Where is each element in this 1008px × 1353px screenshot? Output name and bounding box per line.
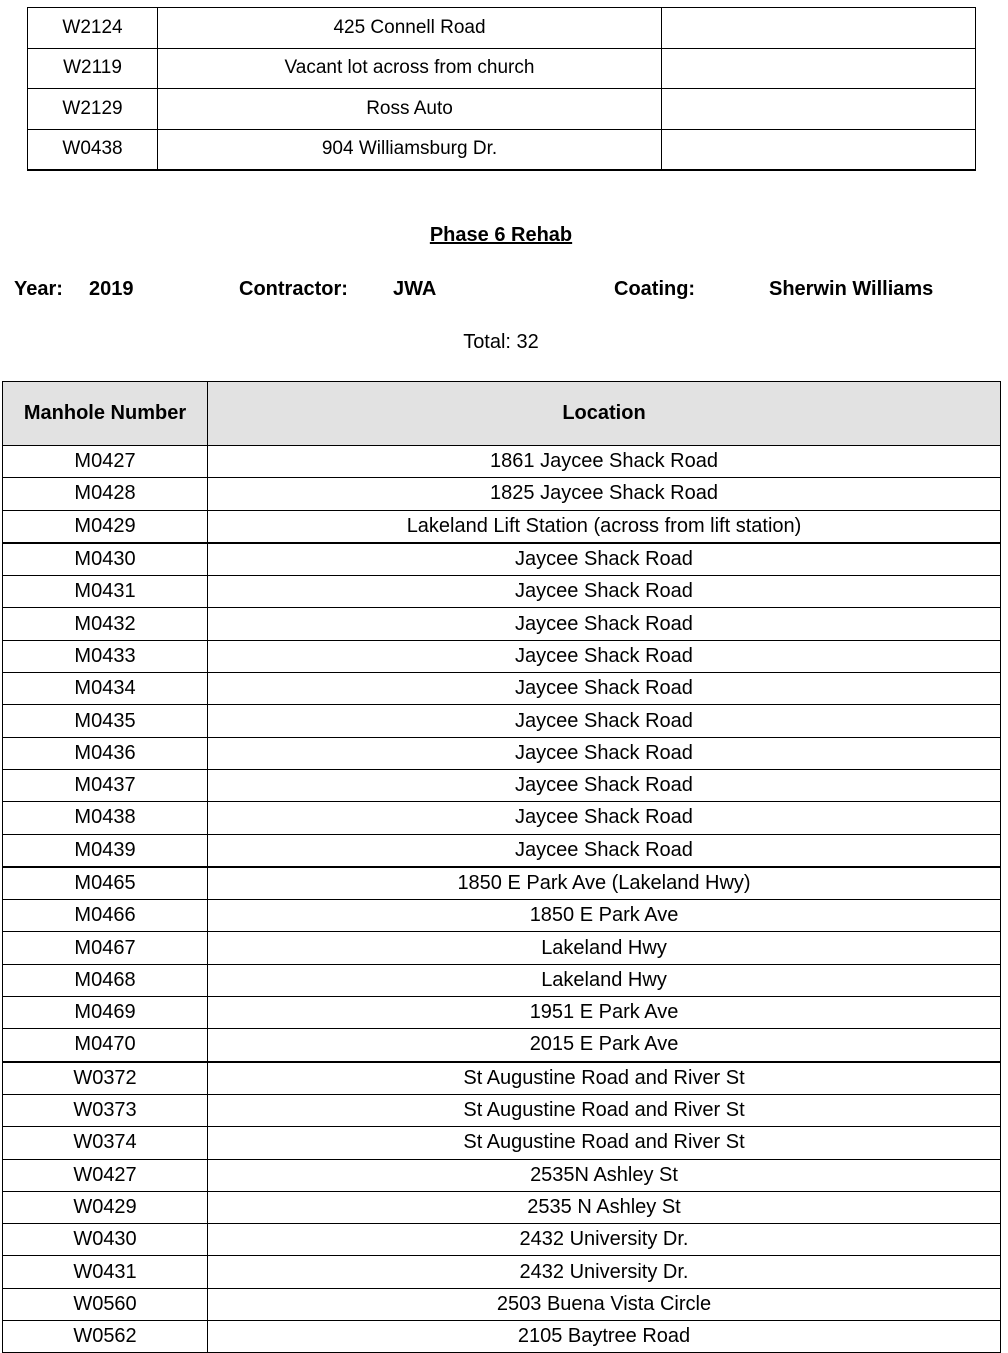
location-cell: 2432 University Dr. <box>208 1256 1001 1288</box>
table-row <box>3 1321 1001 1353</box>
table-row <box>3 673 1001 705</box>
table-row <box>3 867 1001 900</box>
manhole-number-cell: M0467 <box>3 932 208 964</box>
location-cell: Jaycee Shack Road <box>208 673 1001 705</box>
coating-value: Sherwin Williams <box>769 278 934 300</box>
table-row <box>3 543 1001 576</box>
location-cell: 2432 University Dr. <box>208 1224 1001 1256</box>
manhole-number-cell: M0433 <box>3 640 208 672</box>
manhole-number-cell: W2129 <box>28 89 158 130</box>
location-cell: Jaycee Shack Road <box>208 543 1001 576</box>
table-row <box>3 576 1001 608</box>
manhole-number-cell: M0437 <box>3 769 208 801</box>
table-row <box>3 1127 1001 1159</box>
table-row <box>3 1029 1001 1062</box>
total-count: Total: 32 <box>463 331 539 353</box>
phase-title: Phase 6 Rehab <box>429 224 573 246</box>
location-cell: St Augustine Road and River St <box>208 1094 1001 1126</box>
header-manhole-number: Manhole Number <box>3 382 208 446</box>
location-cell: Jaycee Shack Road <box>208 608 1001 640</box>
location-cell: 425 Connell Road <box>158 8 662 49</box>
table-row <box>3 608 1001 640</box>
manhole-number-cell: M0427 <box>3 446 208 478</box>
manhole-table <box>2 381 1001 1353</box>
location-cell: St Augustine Road and River St <box>208 1062 1001 1095</box>
table-row <box>3 1094 1001 1126</box>
manhole-number-cell: M0466 <box>3 900 208 932</box>
table-row <box>3 1256 1001 1288</box>
manhole-number-cell: W0562 <box>3 1321 208 1353</box>
manhole-number-cell: W0374 <box>3 1127 208 1159</box>
table-row <box>3 640 1001 672</box>
table-row <box>3 1062 1001 1095</box>
location-cell: Jaycee Shack Road <box>208 802 1001 834</box>
table-row <box>3 1159 1001 1191</box>
table-row <box>3 1224 1001 1256</box>
location-cell: Ross Auto <box>158 89 662 130</box>
manhole-number-cell: W0438 <box>28 129 158 170</box>
table-row <box>3 997 1001 1029</box>
location-cell: 2105 Baytree Road <box>208 1321 1001 1353</box>
location-cell: Jaycee Shack Road <box>208 640 1001 672</box>
table-row <box>3 900 1001 932</box>
table-row <box>28 129 976 170</box>
manhole-number-cell: W2119 <box>28 48 158 89</box>
year-label: Year: <box>14 278 63 300</box>
empty-cell <box>662 8 976 49</box>
manhole-number-cell: M0438 <box>3 802 208 834</box>
table-row <box>28 8 976 49</box>
table-row <box>3 1288 1001 1320</box>
manhole-number-cell: M0469 <box>3 997 208 1029</box>
manhole-number-cell: W0430 <box>3 1224 208 1256</box>
manhole-number-cell: M0430 <box>3 543 208 576</box>
manhole-number-cell: M0434 <box>3 673 208 705</box>
empty-cell <box>662 48 976 89</box>
location-cell: Vacant lot across from church <box>158 48 662 89</box>
location-cell: Jaycee Shack Road <box>208 737 1001 769</box>
location-cell: 2535 N Ashley St <box>208 1191 1001 1223</box>
coating-label: Coating: <box>614 278 696 300</box>
location-cell: Jaycee Shack Road <box>208 576 1001 608</box>
manhole-number-cell: W0429 <box>3 1191 208 1223</box>
table-row <box>3 769 1001 801</box>
table-row <box>3 478 1001 510</box>
manhole-number-cell: W0431 <box>3 1256 208 1288</box>
table-row <box>3 802 1001 834</box>
manhole-number-cell: W0560 <box>3 1288 208 1320</box>
table-row <box>3 1191 1001 1223</box>
table-row <box>3 446 1001 478</box>
location-cell: Lakeland Hwy <box>208 932 1001 964</box>
location-cell: 1825 Jaycee Shack Road <box>208 478 1001 510</box>
table-row <box>3 737 1001 769</box>
contractor-label: Contractor: <box>239 278 348 300</box>
manhole-number-cell: M0436 <box>3 737 208 769</box>
location-cell: 1850 E Park Ave <box>208 900 1001 932</box>
year-value: 2019 <box>89 278 134 300</box>
manhole-number-cell: M0470 <box>3 1029 208 1062</box>
location-cell: Jaycee Shack Road <box>208 769 1001 801</box>
manhole-number-cell: M0435 <box>3 705 208 737</box>
table-row <box>3 834 1001 867</box>
manhole-number-cell: M0429 <box>3 510 208 543</box>
manhole-number-cell: W2124 <box>28 8 158 49</box>
manhole-number-cell: M0428 <box>3 478 208 510</box>
location-cell: 1951 E Park Ave <box>208 997 1001 1029</box>
previous-phase-table <box>27 7 976 171</box>
location-cell: 904 Williamsburg Dr. <box>158 129 662 170</box>
manhole-number-cell: W0372 <box>3 1062 208 1095</box>
manhole-number-cell: M0431 <box>3 576 208 608</box>
table-row <box>3 510 1001 543</box>
manhole-number-cell: W0427 <box>3 1159 208 1191</box>
location-cell: Jaycee Shack Road <box>208 834 1001 867</box>
header-location: Location <box>208 382 1001 446</box>
table-row <box>3 932 1001 964</box>
manhole-number-cell: M0432 <box>3 608 208 640</box>
table-row <box>3 964 1001 996</box>
contractor-value: JWA <box>393 278 437 300</box>
manhole-number-cell: W0373 <box>3 1094 208 1126</box>
manhole-number-cell: M0465 <box>3 867 208 900</box>
location-cell: Lakeland Hwy <box>208 964 1001 996</box>
table-row <box>28 48 976 89</box>
empty-cell <box>662 129 976 170</box>
table-row <box>28 89 976 130</box>
location-cell: 2015 E Park Ave <box>208 1029 1001 1062</box>
location-cell: 1861 Jaycee Shack Road <box>208 446 1001 478</box>
manhole-number-cell: M0468 <box>3 964 208 996</box>
location-cell: Jaycee Shack Road <box>208 705 1001 737</box>
location-cell: St Augustine Road and River St <box>208 1127 1001 1159</box>
empty-cell <box>662 89 976 130</box>
table-header-row <box>3 382 1001 446</box>
location-cell: 2503 Buena Vista Circle <box>208 1288 1001 1320</box>
manhole-number-cell: M0439 <box>3 834 208 867</box>
location-cell: Lakeland Lift Station (across from lift station) <box>208 510 1001 543</box>
table-row <box>3 705 1001 737</box>
location-cell: 1850 E Park Ave (Lakeland Hwy) <box>208 867 1001 900</box>
manhole-table-body <box>3 446 1001 1353</box>
location-cell: 2535N Ashley St <box>208 1159 1001 1191</box>
